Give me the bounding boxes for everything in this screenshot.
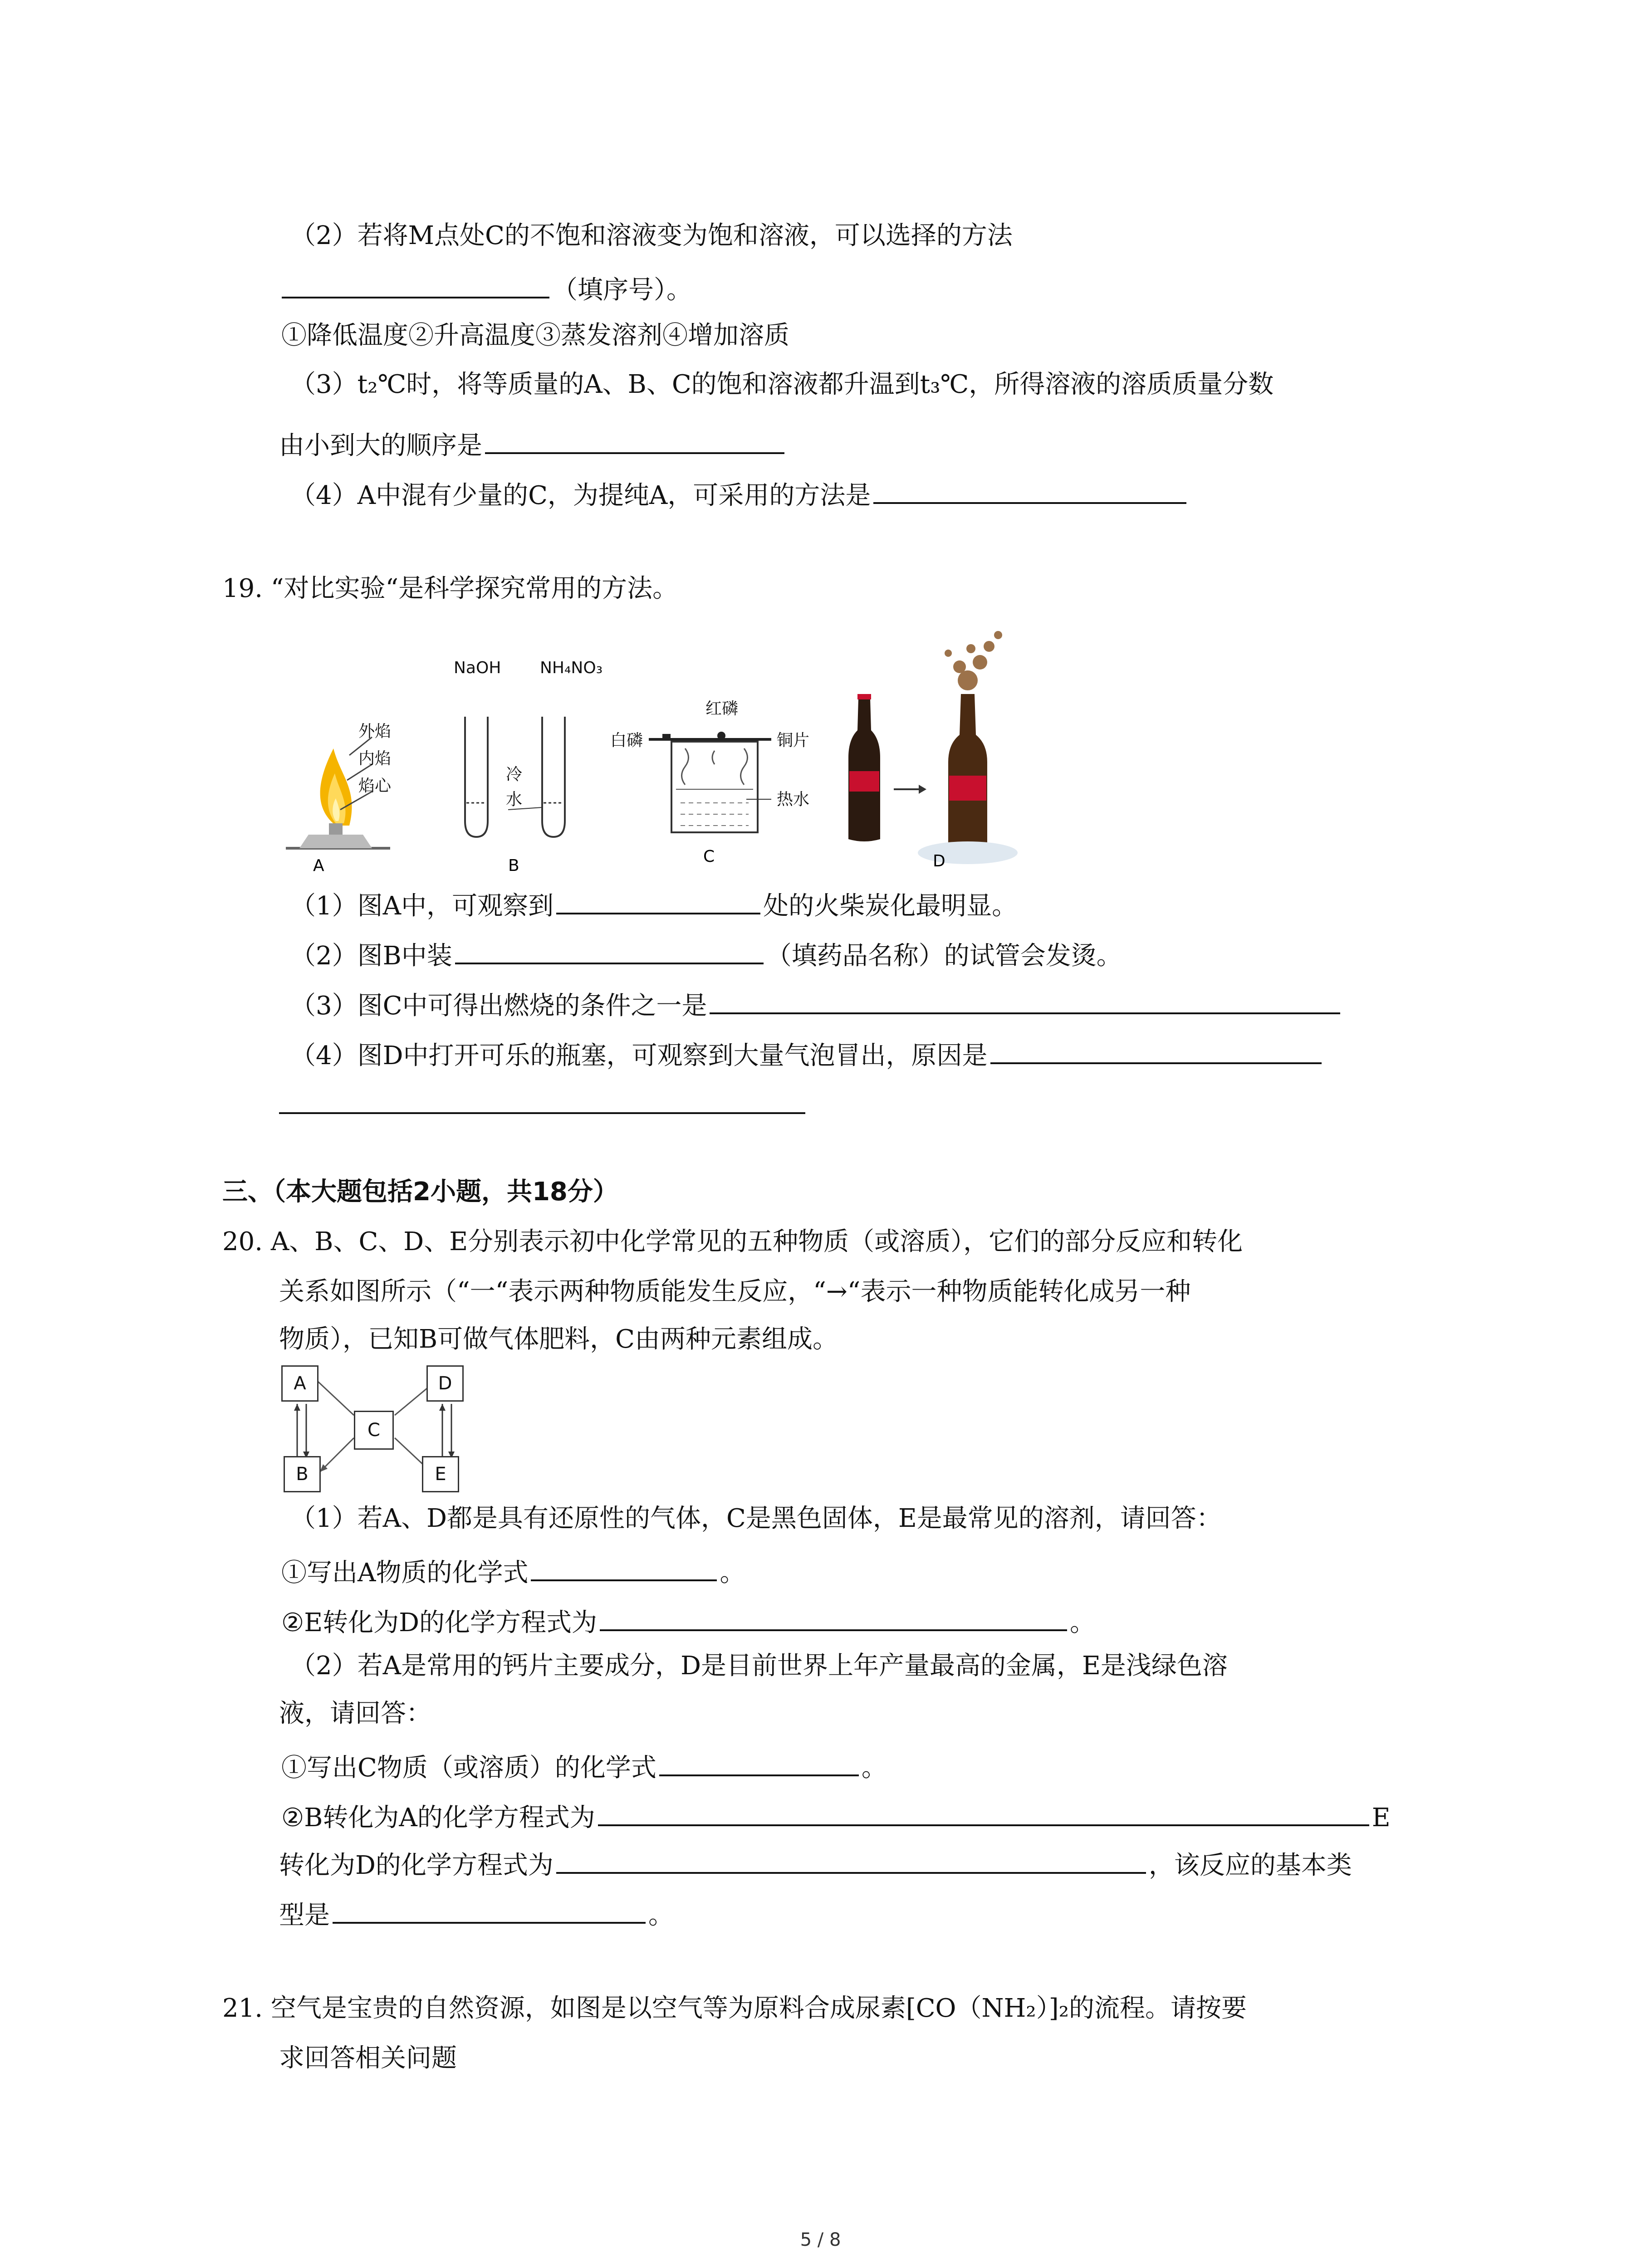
figure-a-label: A [313,856,324,875]
closed-cola-bottle [848,699,880,841]
answer-blank[interactable] [556,889,760,914]
label-cold-water-2: 水 [506,790,523,809]
q20-stem-line1: 20. A、B、C、D、E分别表示初中化学常见的五种物质（或溶质），它们的部分反应和转化 [222,1227,1243,1256]
q18-part3-line1: （3）t₂℃时，将等质量的A、B、C的饱和溶液都升温到t₃℃，所得溶液的溶质质量分数 [290,370,1274,399]
q21-line2: 求回答相关问题 [279,2043,457,2073]
node-d: D [426,1365,464,1402]
q20-part1-stem: （1）若A、D都是具有还原性的气体，C是黑色固体，E是最常见的溶剂，请回答： [290,1504,1222,1533]
answer-blank[interactable] [485,429,784,454]
page-number: 5 / 8 [800,2229,841,2250]
red-phosphorus [717,732,725,740]
answer-blank[interactable] [279,1089,805,1114]
figure-c-combustion [608,699,808,871]
q20-part1-q1: ①写出A物质的化学式 。 [281,1556,745,1586]
q18-part2-line1: （2）若将M点处C的不饱和溶液变为饱和溶液，可以选择的方法 [290,221,1013,250]
q19-part1: （1）图A中，可观察到 处的火柴炭化最明显。 [290,889,1017,919]
label-hot-water: 热水 [777,790,810,809]
figure-d-label: D [933,852,945,870]
q20-part1-q2: ②E转化为D的化学方程式为 。 [281,1606,1095,1636]
q20-part2-q3: 转化为D的化学方程式为 ，该反应的基本类 [279,1848,1352,1878]
section-heading: 三、（本大题包括2小题，共18分） [222,1177,618,1207]
figure-a-flame [281,712,417,875]
q19-part4-continuation [279,1089,808,1119]
q18-part4: （4）A中混有少量的C，为提纯A，可采用的方法是 [290,479,1189,508]
answer-blank[interactable] [873,479,1186,504]
label-cold-water-1: 冷 [506,765,523,784]
q18-options: ①降低温度②升高温度③蒸发溶剂④增加溶质 [281,321,789,350]
q18-part3-line2: 由小到大的顺序是 [279,429,787,459]
q21-line1: 21. 空气是宝贵的自然资源，如图是以空气等为原料合成尿素[CO（NH₂）]₂的流程。请按要 [222,1994,1247,2023]
label-outer-flame: 外焰 [358,722,392,741]
answer-blank[interactable] [556,1848,1146,1874]
answer-blank[interactable] [455,939,764,964]
foam-spray [945,631,1002,690]
q19-stem: 19. “对比实验“是科学探究常用的方法。 [222,574,678,603]
label-copper-sheet: 铜片 [777,731,810,750]
answer-blank[interactable] [659,1751,859,1776]
label-inner-flame: 内焰 [358,749,392,768]
q19-part3: （3）图C中可得出燃烧的条件之一是 [290,989,1343,1019]
figure-c-label: C [703,847,715,866]
answer-blank[interactable] [282,273,549,298]
opened-cola-bottle [948,694,987,846]
node-b: B [284,1456,321,1492]
q20-stem-line3: 物质），已知B可做气体肥料，C由两种元素组成。 [279,1325,838,1354]
label-nh4no3: NH₄NO₃ [540,659,603,677]
node-e: E [422,1456,459,1492]
answer-blank[interactable] [600,1606,1067,1631]
answer-blank[interactable] [531,1556,717,1581]
q19-part4: （4）图D中打开可乐的瓶塞，可观察到大量气泡冒出，原因是 [290,1039,1324,1069]
label-white-phosphorus: 白磷 [610,731,643,750]
q20-stem-line2: 关系如图所示（“一“表示两种物质能发生反应，“→“表示一种物质能转化成另一种 [279,1277,1191,1306]
label-naoh: NaOH [454,659,501,677]
node-a: A [281,1365,318,1402]
label-flame-core: 焰心 [358,777,392,795]
q20-part2-q4: 型是 。 [279,1898,674,1928]
q20-part2-q2: ②B转化为A的化学方程式为 E [281,1801,1391,1831]
q19-part2: （2）图B中装 （填药品名称）的试管会发烫。 [290,939,1122,969]
answer-blank[interactable] [333,1898,646,1924]
q18-part2-line2: （填序号）。 [279,273,692,303]
answer-blank[interactable] [710,989,1340,1014]
q20-part2-q1: ①写出C物质（或溶质）的化学式 。 [281,1751,887,1781]
answer-blank[interactable] [598,1801,1369,1826]
answer-blank[interactable] [990,1039,1322,1064]
figure-d-cola-bottles [826,626,1080,871]
white-phosphorus [662,734,671,739]
q20-part2-stem-line2: 液，请回答： [279,1699,431,1728]
figure-b-label: B [508,856,519,875]
label-red-phosphorus: 红磷 [705,699,739,718]
node-c: C [354,1411,394,1450]
q20-part2-stem-line1: （2）若A是常用的钙片主要成分，D是目前世界上年产量最高的金属，E是浅绿色溶 [290,1651,1228,1681]
